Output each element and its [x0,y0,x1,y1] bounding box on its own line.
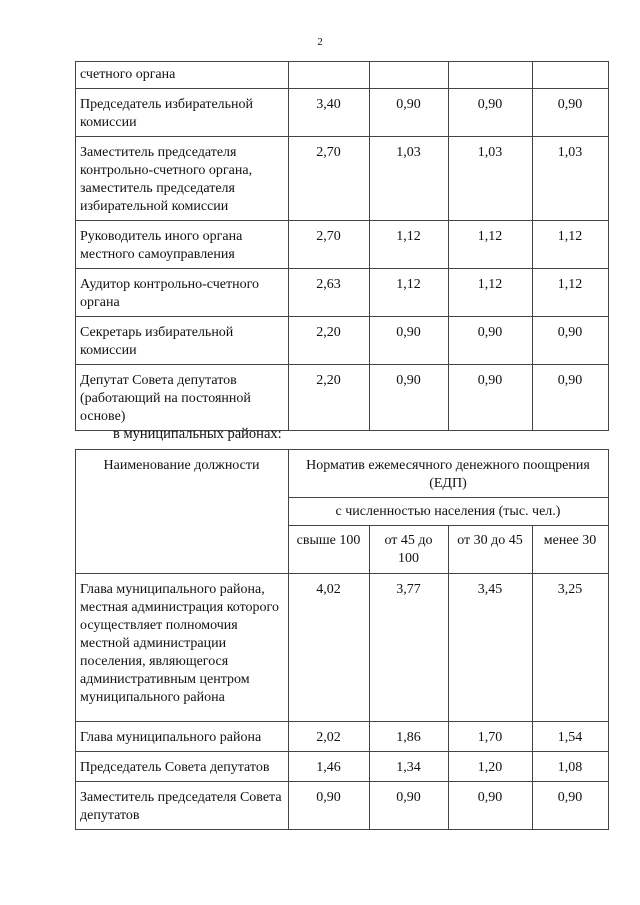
table-row [76,137,609,221]
value-cell [533,62,609,89]
position-name: счетного органа [76,62,289,89]
value-cell [449,62,533,89]
value-cell: 2,70 [289,137,370,221]
column-header: менее 30 [533,526,609,574]
value-cell: 4,02 [289,574,370,722]
column-header: от 45 до 100 [370,526,449,574]
header-row [76,450,609,498]
value-cell: 1,03 [449,137,533,221]
table-row [76,752,609,782]
position-name: Председатель избирательной комиссии [76,89,289,137]
value-cell: 1,54 [533,722,609,752]
value-cell: 1,12 [533,221,609,269]
table-row [76,89,609,137]
value-cell: 1,12 [449,269,533,317]
value-cell: 1,70 [449,722,533,752]
value-cell: 1,46 [289,752,370,782]
value-cell: 0,90 [449,317,533,365]
value-cell: 0,90 [370,317,449,365]
value-cell: 0,90 [370,365,449,431]
value-cell: 0,90 [449,89,533,137]
value-cell: 1,34 [370,752,449,782]
value-cell: 2,20 [289,365,370,431]
column-header: от 30 до 45 [449,526,533,574]
table-row [76,62,609,89]
position-name: Аудитор контрольно-счетного органа [76,269,289,317]
value-cell: 1,20 [449,752,533,782]
value-cell: 1,08 [533,752,609,782]
value-cell: 1,12 [370,269,449,317]
value-cell: 3,45 [449,574,533,722]
page-number: 2 [317,36,323,48]
section-label: в муниципальных районах: [113,426,282,442]
table-row [76,317,609,365]
value-cell: 0,90 [449,782,533,830]
value-cell: 1,12 [533,269,609,317]
value-cell: 3,25 [533,574,609,722]
value-cell: 1,12 [449,221,533,269]
value-cell: 0,90 [289,782,370,830]
value-cell: 0,90 [370,782,449,830]
position-name: Секретарь избирательной комиссии [76,317,289,365]
table-row [76,269,609,317]
position-name: Заместитель председателя Совета депутатов [76,782,289,830]
municipal-district-table [75,449,609,830]
value-cell: 1,03 [370,137,449,221]
position-name: Председатель Совета депутатов [76,752,289,782]
value-cell: 0,90 [533,365,609,431]
position-name: Депутат Совета депутатов (работающий на постоянной основе) [76,365,289,431]
value-cell: 2,02 [289,722,370,752]
table-row [76,365,609,431]
position-name: Руководитель иного органа местного самоуправления [76,221,289,269]
column-header: свыше 100 [289,526,370,574]
value-cell: 0,90 [533,89,609,137]
table-row [76,722,609,752]
value-cell: 0,90 [370,89,449,137]
header-norm: Норматив ежемесячного денежного поощрения (ЕДП) [289,450,609,498]
value-cell: 1,86 [370,722,449,752]
table-row [76,782,609,830]
value-cell: 2,70 [289,221,370,269]
header-population: с численностью населения (тыс. чел.) [289,498,609,526]
header-position: Наименование должности [76,450,289,574]
table-row [76,574,609,722]
value-cell: 1,03 [533,137,609,221]
value-cell: 2,63 [289,269,370,317]
value-cell: 0,90 [533,782,609,830]
value-cell [370,62,449,89]
value-cell: 2,20 [289,317,370,365]
value-cell [289,62,370,89]
value-cell: 3,77 [370,574,449,722]
value-cell: 1,12 [370,221,449,269]
allowance-table-continued [75,61,609,431]
position-name: Глава муниципального района [76,722,289,752]
value-cell: 0,90 [449,365,533,431]
value-cell: 3,40 [289,89,370,137]
position-name: Заместитель председателя контрольно-счетного органа, заместитель председателя избирательной комиссии [76,137,289,221]
table-row [76,221,609,269]
position-name: Глава муниципального района, местная администрация которого осуществляет полномочия местной администрации поселения, являющегося административным центром муниципального района [76,574,289,722]
value-cell: 0,90 [533,317,609,365]
